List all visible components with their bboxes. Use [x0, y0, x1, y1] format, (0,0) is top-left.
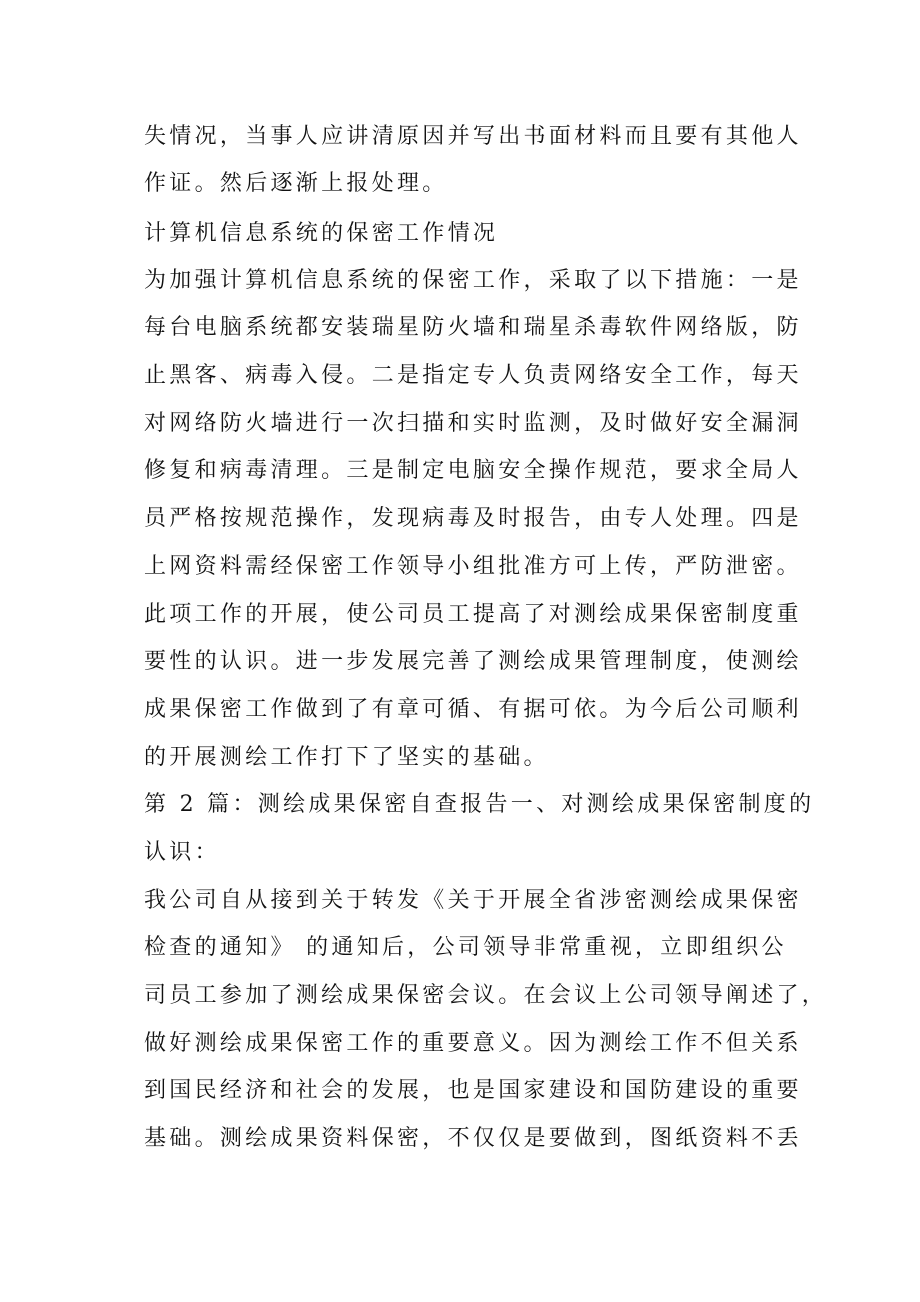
text-line: 我公司自从接到关于转发《关于开展全省涉密测绘成果保密: [144, 888, 802, 913]
text-line: 修复和病毒清理。三是制定电脑安全操作规范，要求全局人: [144, 458, 802, 483]
text-line: 的开展测绘工作打下了坚实的基础。: [144, 745, 549, 770]
text-line: 为加强计算机信息系统的保密工作，采取了以下措施：一是: [144, 268, 802, 293]
text-line: 对网络防火墙进行一次扫描和实时监测，及时做好安全漏洞: [144, 411, 802, 436]
text-line: 止黑客、病毒入侵。二是指定专人负责网络安全工作，每天: [144, 363, 802, 388]
text-line: 要性的认识。进一步发展完善了测绘成果管理制度，使测绘: [144, 649, 802, 674]
text-line: 失情况，当事人应讲清原因并写出书面材料而且要有其他人: [144, 124, 802, 149]
text-line: 此项工作的开展，使公司员工提高了对测绘成果保密制度重: [144, 602, 802, 627]
section-heading: 第 2 篇：测绘成果保密自查报告一、对测绘成果保密制度的: [144, 792, 815, 817]
text-line: 每台电脑系统都安装瑞星防火墙和瑞星杀毒软件网络版，防: [144, 315, 802, 340]
text-line: 员严格按规范操作，发现病毒及时报告，由专人处理。四是: [144, 506, 802, 531]
text-line: 到国民经济和社会的发展，也是国家建设和国防建设的重要: [144, 1078, 802, 1103]
text-line: 上网资料需经保密工作领导小组批准方可上传，严防泄密。: [144, 554, 802, 579]
text-line: 司员工参加了测绘成果保密会议。在会议上公司领导阐述了，: [144, 983, 828, 1008]
section-heading: 计算机信息系统的保密工作情况: [144, 221, 499, 246]
text-line: 成果保密工作做到了有章可循、有据可依。为今后公司顺利: [144, 697, 802, 722]
text-line: 认识：: [144, 840, 220, 865]
text-line: 基础。测绘成果资料保密，不仅仅是要做到，图纸资料不丢: [144, 1126, 802, 1151]
text-line: 做好测绘成果保密工作的重要意义。因为测绘工作不但关系: [144, 1031, 802, 1056]
text-line: 作证。然后逐渐上报处理。: [144, 171, 448, 196]
text-line: 检查的通知》 的通知后，公司领导非常重视，立即组织公: [144, 935, 787, 960]
